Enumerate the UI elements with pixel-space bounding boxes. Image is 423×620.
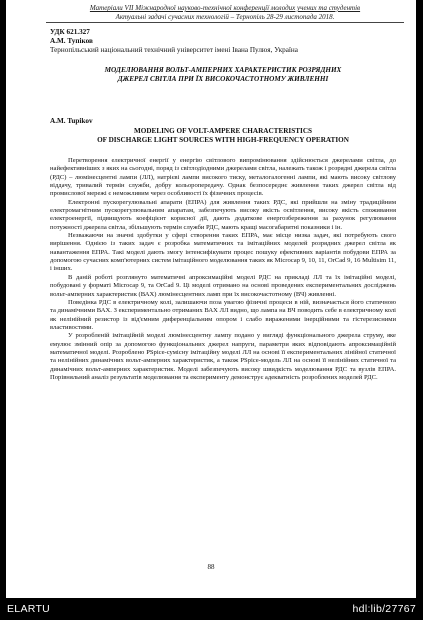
page-number: 88 (207, 563, 215, 571)
document-page (6, 0, 416, 598)
udc-block (50, 28, 93, 46)
paragraph: Незважаючи на значні здобутки у сфері створення таких ЕПРА, має місце низка задач, які потребують свого вирішення. Однією із таких задач є розробка математичних та імітаційних моделей розрядних джерел світла як навантаження ЕПРА. Такі моделі дають змогу інтенсифікувати процес пошуку ефективних варіантів побудови ЕПРА за допомогою сучасних комп'ютерних систем імітаційного моделювання таких як Microcap 9, 10, 11, OrCad 9, 16 Multisim 11, і інших. (50, 232, 396, 273)
footer-repository: ELARTU (7, 603, 51, 615)
paragraph: Електронні пускорегулювальні апарати (ЕПРА) для живлення таких РДС, які прийшли на зміну традиційним електромагнітним пускорегулювальним апаратам, забезпечують високу якість освітлення, високу якість споживання електроенергії, підвищують коефіцієнт корисної дії, дають додаткове енергозбереження за рахунок регулювання потужності джерела світла, збільшують термін служби РДС, мають кращі масогабаритні показники і ін. (50, 198, 396, 231)
paragraph: Поведінка РДС в електричному колі, залишаючи поза увагою фізичні процеси в ній, визначається його статичною та динамічними ВАХ. З експериментально отриманих ВАХ ЛЛ видно, що лампа на ВЧ поводить себе в електричному колі як нелінійний резистор із від'ємним диференціальним опором і слабо вираженими інерційними та гістерезисними властивостями. (50, 298, 396, 331)
body-text (50, 157, 396, 382)
header-line-2: Актуальні задачі сучасних технологій – Тернопіль 28-29 листопада 2018. (46, 13, 404, 24)
header-line-1: Матеріали VII Міжнародної науково-технічної конференції молодих учених та студентів (89, 4, 361, 12)
title-en (50, 127, 396, 145)
title-ua (50, 66, 396, 84)
title-ua-line-2: ДЖЕРЕЛ СВІТЛА ПРИ ЇХ ВИСОКОЧАСТОТНОМУ ЖИВЛЕННІ (117, 75, 329, 83)
author-ua: А.М. Тупіков (50, 37, 93, 45)
title-en-line-1: MODELING OF VOLT-AMPERE CHARACTERISTICS (133, 127, 313, 135)
footer-handle: hdl:lib/27767 (352, 603, 416, 615)
paragraph: Перетворення електричної енергії у енергію світлового випромінювання здійснюється джерелами світла, до найефективніших з яких на сьогодні, поряд із світлодіодними джерелами світла, належать також і розрядні джерела світла (РДС) – люмінесцентні лампи (ЛЛ), натрієві лампи високого тиску, металогалогенні лампи, які мають високу світлову віддачу, тривалий термін служби, добру кольоропередачу. Однак безпосереднє живлення таких джерел світла від промислової мережі є неможливим через особливості їх фізичних процесів. (50, 157, 396, 198)
affiliation: Тернопільський національний технічний університет імені Івана Пулюя, Україна (50, 46, 298, 54)
title-en-line-2: OF DISCHARGE LIGHT SOURCES WITH HIGH-FREQUENCY OPERATION (97, 136, 349, 144)
footer-bar (0, 598, 423, 620)
paragraph: У розробленій імітаційній моделі люмінесцентну лампу подано у вигляді функціонального джерела струму, яке емулює змінний опір за допомогою функціональних джерел напруги, параметри яких відповідають апроксимаційній математичної моделі. Розроблено PSpice-сумісну імітаційну моделі ЛЛ на основі її експериментальних лінійної статичної та нелінійних динамічних вольт-амперних характеристик, а також PSpice-модель ЛЛ на основі її нелінійних статичної та динамічних вольт-амперних характеристик. Моделі забезпечують високу швидкість моделювання РДС та вузлів ЕПРА. Порівняльний аналіз результатів моделювання та експерименту демонструє адекватність розроблених моделей РДС. (50, 332, 396, 381)
title-ua-line-1: МОДЕЛЮВАННЯ ВОЛЬТ-АМПЕРНИХ ХАРАКТЕРИСТИК РОЗРЯДНИХ (104, 66, 342, 74)
paragraph: В даній роботі розглянуто математичні апроксимаційні моделі РДС на прикладі ЛЛ та їх імітаційні моделі, побудовані у форматі Microcap 9, та OrCad 9. Ці моделі отримано на основі проведених експериментальних досліджень вольт-амперних характеристик (ВАХ) люмінесцентних ламп при їх високочастотному (ВЧ) живленні. (50, 273, 396, 298)
udc-code: УДК 621.327 (50, 28, 90, 36)
running-header (46, 4, 404, 23)
author-en: A.M. Tupikov (50, 117, 93, 125)
